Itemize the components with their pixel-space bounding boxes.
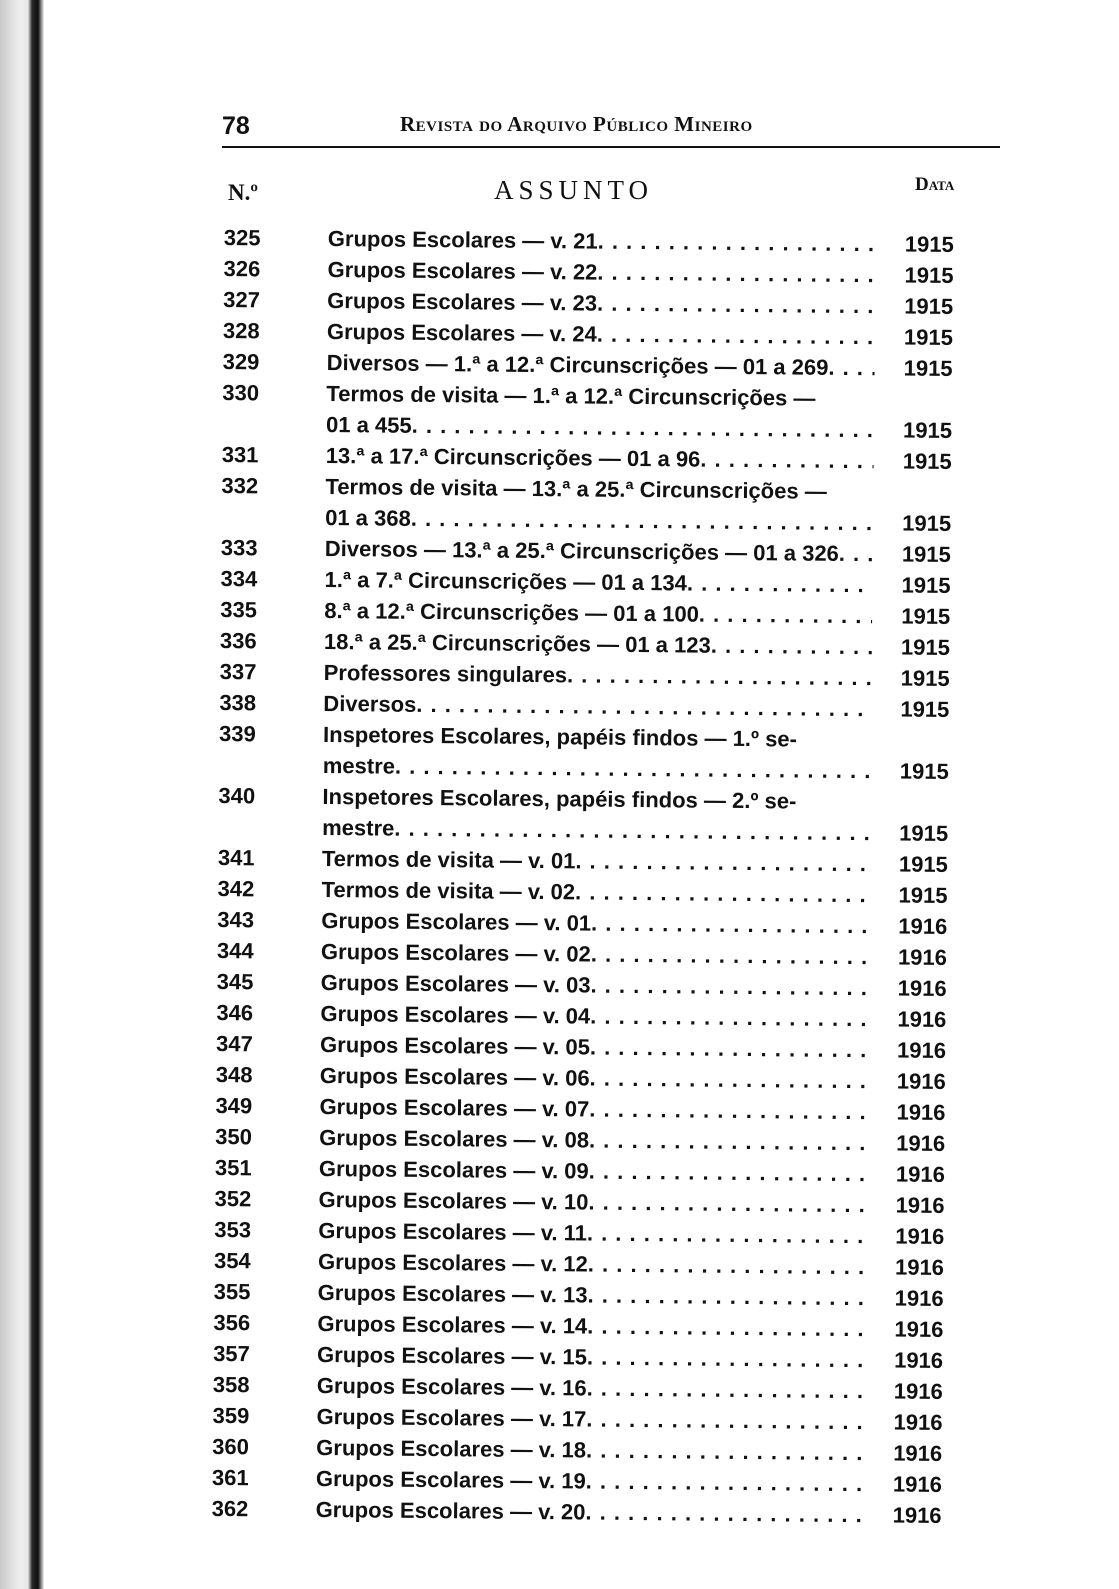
- entry-subject-text: Grupos Escolares — v. 08: [319, 1124, 590, 1153]
- entry-subject-text: Inspetores Escolares, papéis findos — 2.º se-: [322, 783, 797, 814]
- entry-year-text: 1915: [902, 510, 952, 536]
- entry-subject-text: Grupos Escolares — v. 05: [319, 1031, 591, 1060]
- entry-number: 339: [218, 720, 256, 747]
- entry-subject-text: Grupos Escolares — v. 20: [315, 1496, 586, 1525]
- entry-subject-text: 01 a 368: [325, 504, 411, 531]
- entry-year-text: 1916: [897, 944, 948, 970]
- entry-year-text: 1915: [901, 603, 951, 629]
- entry-subject-text: Grupos Escolares — v. 03: [320, 969, 591, 998]
- entry-number: 332: [221, 472, 259, 499]
- catalog-entries: [212, 222, 980, 1531]
- entry-subject-text: Diversos: [323, 690, 417, 717]
- entry-year-text: 1916: [896, 1099, 946, 1125]
- journal-title: Revista do Arquivo Público Mineiro: [400, 112, 753, 136]
- entry-number: 357: [213, 1340, 250, 1367]
- entry-subject-text: Termos de visita — v. 01: [321, 845, 576, 874]
- entry-year: [888, 786, 949, 849]
- entry-year: [894, 228, 954, 260]
- entry-year: [891, 476, 952, 539]
- entry-year-text: 1915: [901, 572, 951, 598]
- catalog-entry: [221, 470, 978, 539]
- catalog-entry: [222, 377, 979, 446]
- entry-year-text: 1916: [897, 1037, 947, 1063]
- entry-subject: [326, 378, 875, 445]
- entry-year-text: 1916: [892, 1502, 942, 1528]
- entry-year-text: 1915: [903, 355, 953, 382]
- entry-year-text: 1916: [895, 1192, 945, 1218]
- entry-subject-text: 8.ª a 12.ª Circunscrições — 01 a 100: [324, 597, 700, 627]
- entry-year-text: 1916: [893, 1440, 943, 1466]
- entry-subject-text: Grupos Escolares — v. 17: [316, 1403, 587, 1432]
- entry-number: 354: [213, 1247, 251, 1274]
- entry-subject-text: 13.ª a 17.ª Circunscrições — 01 a 96: [325, 442, 701, 472]
- entry-year: [889, 693, 949, 725]
- entry-year-text: 1916: [893, 1409, 943, 1435]
- entry-subject: [325, 471, 874, 538]
- entry-year: [883, 1375, 943, 1407]
- entry-number: 350: [215, 1123, 253, 1150]
- entry-number: 351: [214, 1154, 252, 1181]
- entry-subject: [315, 1494, 863, 1530]
- entry-year: [890, 662, 950, 694]
- entry-year: [891, 538, 951, 570]
- entry-year-text: 1916: [897, 1006, 947, 1032]
- entry-year: [892, 383, 953, 446]
- entry-subject-text: Termos de visita — 13.ª a 25.ª Circunscrições —: [325, 473, 827, 504]
- entry-subject-text: Grupos Escolares — v. 15: [317, 1341, 588, 1370]
- entry-year: [882, 1437, 942, 1469]
- entry-year: [886, 1034, 946, 1066]
- entry-year-text: 1915: [899, 820, 949, 846]
- entry-year: [893, 321, 953, 353]
- catalog-entry: [219, 718, 976, 787]
- entry-year: [886, 1065, 946, 1097]
- entry-subject-line-with-leader: [315, 1494, 863, 1530]
- entry-year: [893, 259, 953, 291]
- entry-year: [885, 1096, 945, 1128]
- entry-number: 347: [215, 1030, 253, 1057]
- entry-subject-text: Grupos Escolares — v. 14: [317, 1310, 588, 1339]
- entry-year-text: 1915: [902, 417, 953, 443]
- page-number: 78: [222, 112, 250, 140]
- column-header-date: Data: [915, 174, 955, 195]
- entry-year: [888, 848, 948, 880]
- entry-number: 333: [220, 534, 258, 561]
- entry-subject-text: Grupos Escolares — v. 18: [316, 1434, 587, 1463]
- entry-number: 346: [216, 999, 254, 1026]
- entry-number: 338: [219, 689, 257, 716]
- entry-year-text: 1916: [897, 975, 947, 1001]
- entry-year-text: 1915: [903, 324, 954, 351]
- entry-year: [884, 1251, 944, 1283]
- entry-number: 340: [218, 782, 256, 809]
- entry-subject-text: Professores singulares: [323, 659, 568, 688]
- entry-year: [892, 352, 952, 384]
- entry-year: [893, 290, 953, 322]
- entry-year: [887, 910, 947, 942]
- entry-subject-text: Grupos Escolares — v. 19: [315, 1465, 586, 1494]
- entry-year-text: 1916: [896, 1130, 946, 1156]
- entry-year: [887, 972, 947, 1004]
- entry-subject: [323, 719, 872, 786]
- entry-number: 327: [223, 286, 261, 313]
- column-header-number: N.º: [228, 180, 258, 205]
- entry-year-text: 1915: [898, 851, 948, 877]
- entry-year: [885, 1158, 945, 1190]
- entry-subject-text: 1.ª a 7.ª Circunscrições — 01 a 134: [324, 566, 688, 596]
- entry-year: [886, 1003, 946, 1035]
- entry-subject-text: Termos de visita — v. 02: [321, 876, 576, 905]
- entry-subject-text: Diversos — 1.ª a 12.ª Circunscrições — 01 a 269: [326, 349, 829, 380]
- entry-year-text: 1915: [904, 231, 954, 258]
- entry-subject-text: Grupos Escolares — v. 07: [319, 1093, 590, 1122]
- entry-number: 341: [217, 844, 255, 871]
- entry-subject-text: Grupos Escolares — v. 06: [319, 1062, 590, 1091]
- entry-subject-text: Grupos Escolares — v. 24: [326, 318, 597, 347]
- entry-number: 336: [219, 627, 257, 654]
- entry-year-text: 1916: [898, 913, 948, 939]
- column-header-subject: ASSUNTO: [494, 175, 654, 205]
- entry-subject-text: Grupos Escolares — v. 21: [327, 225, 598, 254]
- entry-number: 353: [214, 1216, 252, 1243]
- entry-year-text: 1916: [894, 1347, 944, 1373]
- entry-number: 362: [211, 1495, 249, 1522]
- entry-year: [890, 631, 950, 663]
- entry-year: [887, 879, 947, 911]
- entry-number: 326: [223, 255, 261, 282]
- entry-number: 344: [216, 937, 254, 964]
- entry-subject-text: 01 a 455: [325, 411, 412, 438]
- entry-year: [889, 724, 950, 787]
- entry-year-text: 1915: [898, 882, 948, 908]
- entry-year: [890, 600, 950, 632]
- entry-number: 356: [213, 1309, 251, 1336]
- entry-number: 331: [221, 441, 259, 468]
- entry-year: [881, 1499, 941, 1531]
- entry-year-text: 1916: [895, 1223, 945, 1249]
- entry-number: 345: [216, 968, 254, 995]
- entry-year-text: 1916: [892, 1471, 943, 1497]
- entry-number: 360: [212, 1433, 250, 1460]
- entry-year-text: 1915: [901, 541, 951, 567]
- entry-number: 334: [220, 565, 258, 592]
- entry-subject-text: Grupos Escolares — v. 16: [316, 1372, 587, 1401]
- entry-number: 343: [217, 906, 255, 933]
- entry-subject-text: Grupos Escolares — v. 01: [321, 907, 592, 936]
- entry-subject-text: Grupos Escolares — v. 23: [327, 287, 598, 316]
- entry-year: [884, 1220, 944, 1252]
- entry-subject-text: 18.ª a 25.ª Circunscrições — 01 a 123: [323, 628, 711, 658]
- entry-subject-text: mestre: [322, 814, 395, 841]
- entry-year-text: 1916: [894, 1254, 945, 1280]
- entry-year-text: 1915: [899, 758, 949, 784]
- entry-subject-text: Grupos Escolares — v. 13: [317, 1279, 588, 1308]
- entry-year: [883, 1344, 943, 1376]
- entry-number: 352: [214, 1185, 252, 1212]
- entry-subject-text: Grupos Escolares — v. 04: [320, 1000, 591, 1029]
- entry-year-text: 1915: [902, 448, 952, 474]
- entry-number: 328: [222, 317, 260, 344]
- entry-subject: [322, 781, 871, 848]
- entry-number: 361: [211, 1464, 249, 1491]
- entry-subject-text: Grupos Escolares — v. 09: [318, 1155, 589, 1184]
- entry-number: 335: [220, 596, 258, 623]
- entry-subject-text: Grupos Escolares — v. 12: [317, 1248, 588, 1277]
- entry-year-text: 1915: [904, 262, 954, 289]
- entry-subject-text: mestre: [322, 752, 396, 779]
- entry-subject-text: Grupos Escolares — v. 10: [318, 1186, 589, 1215]
- entry-number: 348: [215, 1061, 253, 1088]
- catalog-entry: [218, 780, 975, 849]
- running-head: [222, 108, 1000, 148]
- entry-year: [882, 1468, 942, 1500]
- entry-year: [883, 1313, 943, 1345]
- entry-year-text: 1915: [900, 696, 950, 722]
- catalog-entry: [212, 1493, 968, 1531]
- entry-number: 355: [213, 1278, 251, 1305]
- entry-number: 325: [223, 224, 261, 251]
- entry-year-text: 1916: [895, 1161, 946, 1187]
- entry-year-text: 1916: [894, 1316, 944, 1342]
- book-spine-edge: [0, 0, 44, 1589]
- entry-number: 330: [222, 379, 260, 406]
- entry-subject-text: Inspetores Escolares, papéis findos — 1.º se-: [322, 721, 798, 752]
- entry-number: 337: [219, 658, 257, 685]
- entry-subject-text: Diversos — 13.ª a 25.ª Circunscrições — 01 a 326: [324, 535, 839, 566]
- entry-number: 359: [212, 1402, 250, 1429]
- entry-number: 342: [217, 875, 255, 902]
- entry-subject-text: Grupos Escolares — v. 02: [320, 938, 591, 967]
- entry-subject-text: Grupos Escolares — v. 11: [318, 1217, 588, 1246]
- entry-year: [890, 569, 950, 601]
- entry-year-text: 1916: [893, 1378, 943, 1404]
- entry-year-text: 1915: [904, 293, 954, 320]
- entry-number: 358: [212, 1371, 250, 1398]
- entry-year: [892, 445, 952, 477]
- entry-year-text: 1916: [894, 1285, 944, 1311]
- entry-year: [882, 1406, 942, 1438]
- entry-year-text: 1915: [900, 665, 950, 691]
- entry-year-text: 1916: [896, 1068, 946, 1094]
- entry-year: [884, 1282, 944, 1314]
- entry-year: [885, 1127, 945, 1159]
- entry-number: 349: [215, 1092, 253, 1119]
- entry-year: [884, 1189, 944, 1221]
- entry-subject-text: Grupos Escolares — v. 22: [327, 256, 598, 285]
- entry-year-text: 1915: [900, 634, 951, 660]
- entry-number: 329: [222, 348, 260, 375]
- entry-subject-text: Termos de visita — 1.ª a 12.ª Circunscrições —: [326, 380, 816, 411]
- entry-year: [887, 941, 947, 973]
